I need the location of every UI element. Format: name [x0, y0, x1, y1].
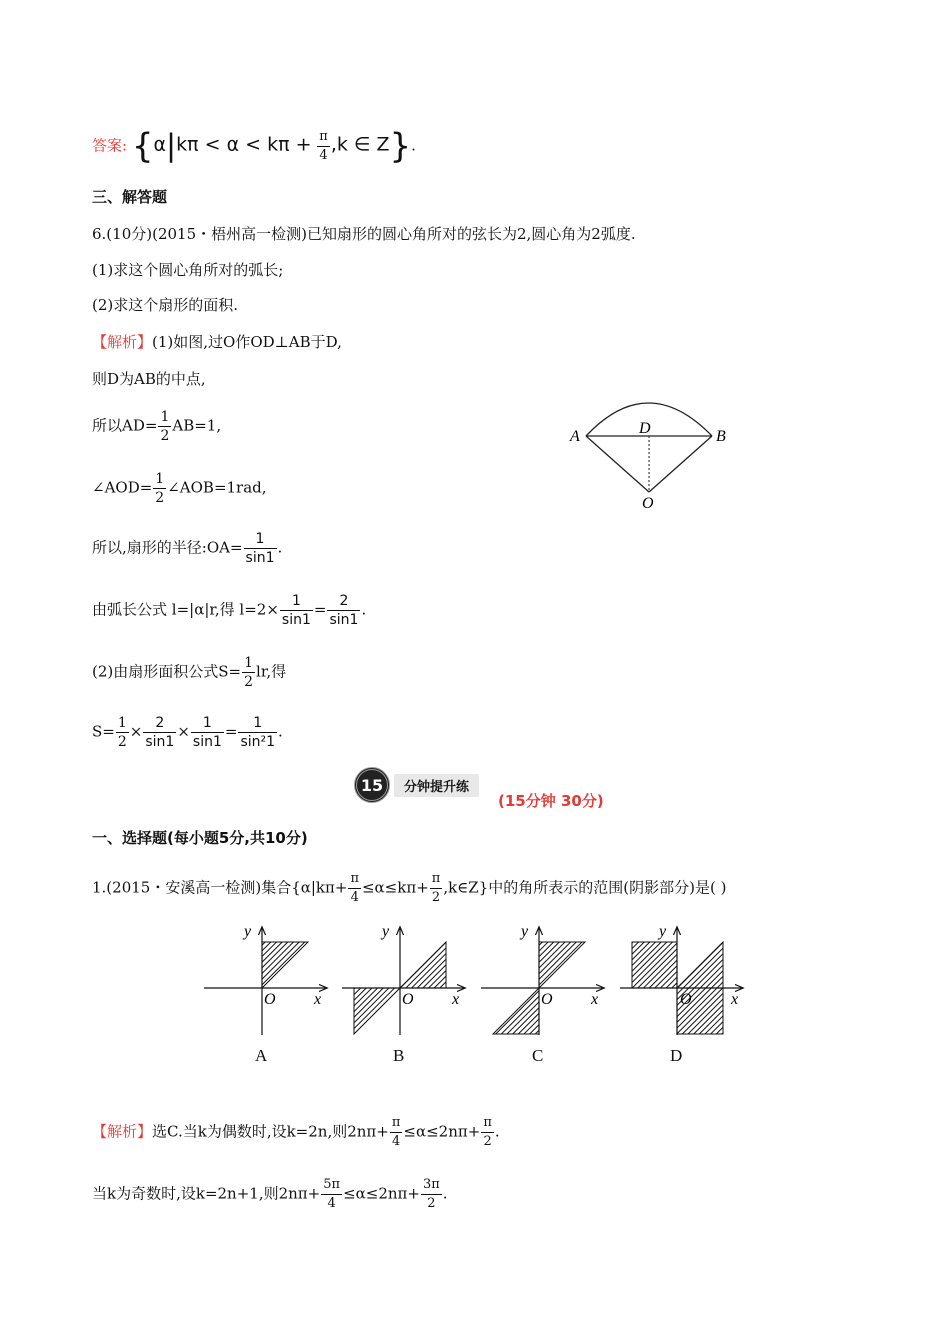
svg-text:O: O [541, 991, 553, 1008]
graph-b-shaded-region [354, 988, 400, 1034]
svg-text:y: y [521, 923, 529, 940]
set-close-brace: } [389, 126, 412, 167]
graph-c-shaded-region [539, 942, 585, 988]
answer-label: 答案: [92, 136, 128, 155]
svg-text:x: x [731, 991, 739, 1008]
section-title: 一、选择题(每小题5分,共10分) [92, 829, 308, 847]
graph-a-shaded-region [262, 942, 308, 988]
question-6-part1: (1)求这个圆心角所对的弧长; [92, 261, 284, 279]
graph-b [342, 923, 464, 1035]
svg-text:O: O [264, 991, 276, 1008]
solution-6-line8: S= $\frac{1}{2}$ × $\frac{2}{\sin 1}$ × $\frac{1}{\sin 1}$ = $\frac{1}{\text{sin²1}}$ . [92, 715, 283, 750]
answer-k-in-z: ,k ∈ Z [330, 133, 390, 156]
solution-1-line2: 当k为奇数时,设k=2n+1,则2nπ+ $\frac{5\pi}{4}$ ≤α≤2nπ+ $\frac{3\pi}{2}$ . [92, 1177, 448, 1211]
radius-oa [586, 436, 649, 492]
solution-6-line6: 由弧长公式 l=|α|r,得 l=2× $\frac{1}{\sin 1}$ = $\frac{2}{\sin 1}$ . [92, 593, 367, 628]
svg-text:O: O [402, 991, 414, 1008]
question-6-part2: (2)求这个扇形的面积. [92, 296, 239, 314]
graph-d-shaded-region [632, 942, 677, 988]
solution-6-line1: 【解析】(1)如图,过O作OD⊥AB于D, [92, 333, 342, 351]
label-a: A [570, 428, 580, 445]
bar: | [166, 128, 177, 164]
answer-period: . [411, 136, 416, 155]
graph-c [481, 923, 603, 1035]
answer-line [92, 128, 416, 165]
svg-text:O: O [680, 991, 692, 1008]
solution-tag: 【解析】 [92, 333, 153, 351]
svg-text:y: y [244, 923, 252, 940]
banner-badge: 15 [354, 767, 390, 803]
solution-6-line3: 所以AD= $\frac{1}{2}$ AB=1, [92, 409, 222, 444]
solution-6-line5: 所以,扇形的半径:OA= $\frac{1}{\sin 1}$ . [92, 531, 283, 566]
label-o: O [642, 495, 654, 512]
section-banner [354, 767, 479, 803]
label-b: B [716, 428, 726, 445]
graph-d [620, 923, 742, 1035]
svg-text:x: x [591, 991, 599, 1008]
question-6-stem: 6.(10分)(2015・梧州高一检测)已知扇形的圆心角所对的弦长为2,圆心角为2弧度. [92, 225, 636, 243]
solution-tag: 【解析】 [92, 1122, 153, 1141]
option-c-label[interactable]: C [532, 1046, 544, 1065]
graph-a [204, 923, 326, 1035]
sector-figure [560, 388, 740, 516]
solution-1-line1: 【解析】选C.当k为偶数时,设k=2n,则2nπ+ $\frac{\pi}{4}$ ≤α≤2nπ+ $\frac{\pi}{2}$ . [92, 1115, 500, 1149]
graph-b-shaded-region [400, 942, 446, 988]
banner-text: 分钟提升练 [394, 774, 479, 797]
banner-time: (15分钟 30分) [498, 792, 604, 810]
pi-over-4-fraction: $\frac{\pi}{4}$ [319, 129, 328, 163]
option-a-label[interactable]: A [255, 1046, 268, 1065]
solution-6-line7: (2)由扇形面积公式S= $\frac{1}{2}$ lr,得 [92, 655, 287, 690]
option-graphs [196, 920, 786, 1040]
answer-inequality: kπ < α < kπ + [176, 133, 312, 156]
svg-text:x: x [314, 991, 322, 1008]
alpha-symbol: α [153, 133, 167, 156]
solution-6-line2: 则D为AB的中点, [92, 370, 206, 388]
option-b-label[interactable]: B [393, 1046, 405, 1065]
svg-text:y: y [382, 923, 390, 940]
label-d: D [639, 420, 651, 437]
graph-c-shaded-region [493, 988, 539, 1034]
svg-text:x: x [452, 991, 460, 1008]
svg-text:y: y [659, 923, 667, 940]
radius-ob [649, 436, 712, 492]
section-title: 三、解答题 [92, 188, 168, 206]
solution-6-line4: ∠AOD= $\frac{1}{2}$ ∠AOB=1rad, [92, 471, 267, 506]
question-1-stem: 1.(2015・安溪高一检测)集合{α|kπ+ $\frac{\pi}{4}$ ≤α≤kπ+ $\frac{\pi}{2}$ ,k∈Z}中的角所表示的范围(阴影部分)是( ) [92, 871, 727, 905]
set-open-brace: { [131, 126, 154, 167]
option-d-label[interactable]: D [670, 1046, 683, 1065]
